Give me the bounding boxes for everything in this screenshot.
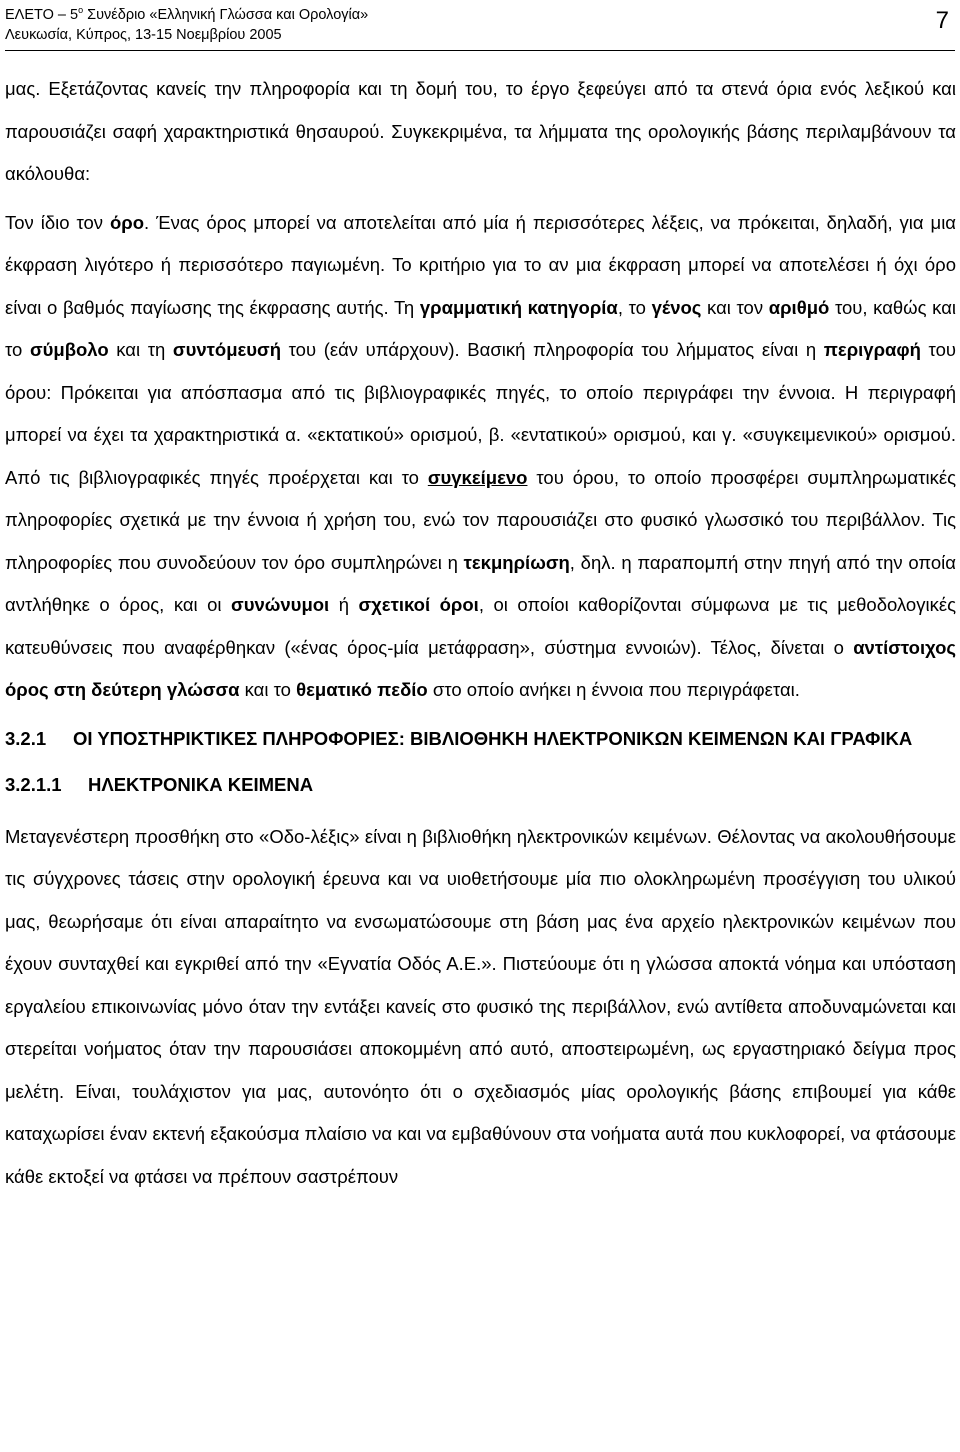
- section-number: 3.2.1: [5, 727, 47, 749]
- emphasized-term: συντόμευσή: [172, 339, 282, 360]
- emphasized-term: συγκείμενο: [427, 466, 528, 488]
- emphasized-term: αντίστοιχος όρος στη δεύτερη γλώσσα: [5, 636, 956, 700]
- paragraph-electronic-texts: Μεταγενέστερη προσθήκη στο «Οδο-λέξις» είναι η βιβλιοθήκη ηλεκτρονικών κειμένων. Θέλοντας να ακολουθήσουμε τις σύγχρονες τάσεις στην ορολογική έρευνα και να υιοθετήσουμε μία πιο ολοκληρωμένη προσέγγιση του υλικού μας, θεωρήσαμε ότι είναι απαραίτητο να ενσωματώσουμε στη βάση μας ένα αρχείο ηλεκτρονικών κειμένων που έχουν συνταχθεί και εγκριθεί από την «Εγνατία Οδός Α.Ε.». Πιστεύουμε ότι η γλώσσα αποκτά νόημα και υπόσταση εργαλείου επικοινωνίας μόνο όταν την εντάξει κανείς στο φυσικό της περιβάλλον, ενώ αντίθετα αποδυναμώνεται και στερείται νοήματος όταν την παρουσιάσει αποκομμένη από αυτό, αποστειρωμένη, ως εργαστηριακό δείγμα προς μελέτη. Είναι, τουλάχιστον για μας, αυτονόητο ότι ο σχεδιασμός μίας ορολογικής βάσης επιβουμεί για κάθε καταχωρίσει έναν εκτενή εξακούσμα πλαίσιο να και να εμβαθύνουν στα νοήματα αυτά που κυκλοφορεί, να φτάσουμε κάθε εκτοξεί να φτάσει να πρέπουν σαστρέπουν: [5, 825, 956, 1187]
- page-header: [5, 5, 955, 49]
- conference-ordinal-superscript: ο: [78, 5, 84, 15]
- header-divider: [5, 50, 955, 51]
- page-number: 7: [935, 7, 949, 34]
- paragraph-entry-contents: [5, 202, 956, 712]
- emphasized-term: αριθμό: [768, 296, 830, 318]
- section-title: ΟΙ ΥΠΟΣΤΗΡΙΚΤΙΚΕΣ ΠΛΗΡΟΦΟΡΙΕΣ: ΒΙΒΛΙΟΘΗΚΗ ΗΛΕΚΤΡΟΝΙΚΩΝ ΚΕΙΜΕΝΩΝ ΚΑΙ ΓΡΑΦΙΚΑ: [73, 727, 913, 749]
- paragraph-intro: μας. Εξετάζοντας κανείς την πληροφορία και τη δομή του, το έργο ξεφεύγει από τα στενά όρια ενός λεξικού και παρουσιάζει σαφή χαρακτηριστικά θησαυρού. Συγκεκριμένα, τα λήμματα της ορολογικής βάσης περιλαμβάνουν τα ακόλουθα:: [5, 78, 956, 184]
- emphasized-term: όρο: [109, 211, 145, 233]
- text-run: του όρου, το οποίο προσφέρει συμπληρωματικές πληροφορίες σχετικά με την έννοια ή χρήση του, ενώ τον παρουσιάζει στο φυσικό γλωσσικό του περιβάλλον. Τις πληροφορίες που συνοδεύουν τον όρο συμπληρώνει η: [5, 466, 956, 573]
- text-run: και τη: [108, 339, 173, 360]
- conference-location-date: Λευκωσία, Κύπρος, 13-15 Νοεμβρίου 2005: [5, 27, 282, 43]
- text-run: . Ένας όρος μπορεί να αποτελείται από μία ή περισσότερες λέξεις, να πρόκειται, δηλαδή, για μια έκφραση λιγότερο ή περισσότερο παγιωμένη. Το κριτήριο για το αν μια έκφραση μπορεί να αποτελέσει ή όχι όρο είναι ο βαθμός παγίωσης της έκφρασης αυτής. Τη: [5, 211, 957, 318]
- subsection-title: ΗΛΕΚΤΡΟΝΙΚΑ ΚΕΙΜΕΝΑ: [88, 773, 314, 795]
- text-run: του (εάν υπάρχουν). Βασική πληροφορία του λήμματος είναι η: [281, 339, 824, 360]
- conference-prefix: ΕΛΕΤΟ – 5: [5, 7, 79, 23]
- text-run: του όρου: Πρόκειται για απόσπασμα από τις βιβλιογραφικές πηγές, το οποίο περιγράφει την έννοια. Η περιγραφή μπορεί να έχει τα χαρακτηριστικά α. «εκτατικού» ορισμού, β. «εντατικού» ορισμού, και γ. «συγκειμενικού» ορισμού. Από τις βιβλιογραφικές πηγές προέρχεται και το: [5, 339, 956, 488]
- emphasized-term: θεματικό πεδίο: [296, 679, 428, 700]
- document-body: [5, 68, 956, 1198]
- emphasized-term: σύμβολο: [29, 339, 109, 360]
- emphasized-term: γένος: [651, 296, 702, 318]
- text-run: , το: [617, 296, 652, 318]
- section-heading: [5, 718, 956, 760]
- text-run: του, καθώς και το: [5, 296, 956, 360]
- emphasized-term: συνώνυμοι: [231, 594, 330, 615]
- text-run: ή: [329, 594, 359, 615]
- text-run: και το: [239, 679, 297, 700]
- emphasized-term: περιγραφή: [823, 339, 921, 360]
- emphasized-term: τεκμηρίωση: [463, 551, 570, 573]
- text-run: , δηλ. η παραπομπή στην πηγή από την οποία αντλήθηκε ο όρος, και οι: [5, 551, 956, 615]
- conference-title: [5, 5, 955, 25]
- emphasized-term: γραμματική κατηγορία: [419, 296, 618, 318]
- text-run: στο οποίο ανήκει η έννοια που περιγράφεται.: [427, 679, 800, 700]
- emphasized-term: σχετικοί όροι: [358, 594, 479, 615]
- subsection-heading: [5, 764, 956, 806]
- conference-suffix: Συνέδριο «Ελληνική Γλώσσα και Ορολογία»: [83, 7, 369, 23]
- text-run: και τον: [701, 296, 769, 318]
- subsection-number: 3.2.1.1: [5, 773, 62, 795]
- text-run: , οι οποίοι καθορίζονται σύμφωνα με τις μεθοδολογικές κατευθύνσεις που αναφέρθηκαν («ένας όρος-μία μετάφραση», σύστημα εννοιών). Τέλος, δίνεται ο: [5, 594, 956, 658]
- text-run: Τον ίδιο τον: [5, 211, 110, 233]
